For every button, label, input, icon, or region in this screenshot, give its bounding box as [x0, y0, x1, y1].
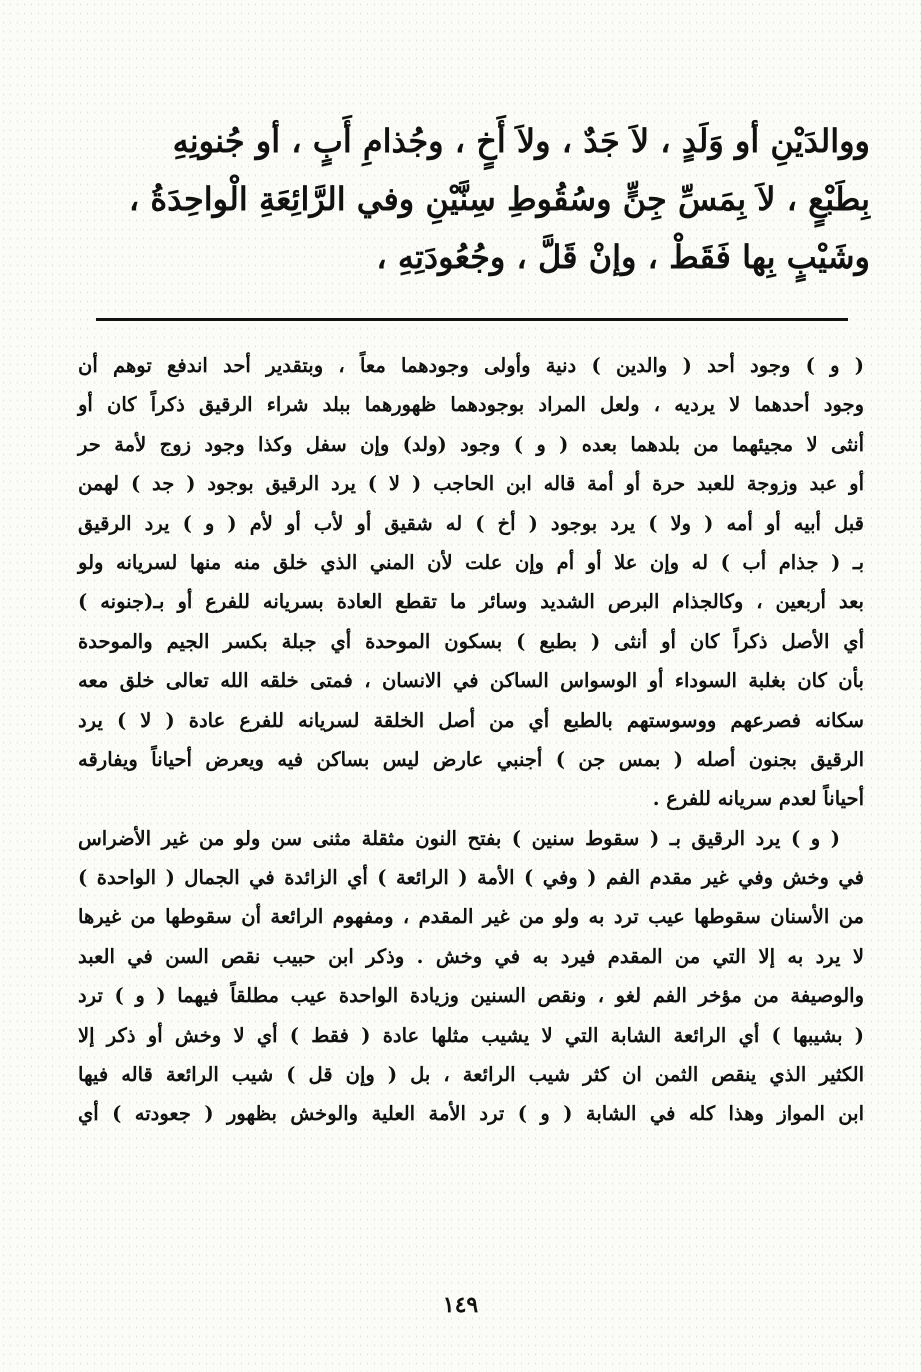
matn-line: ووالدَيْنِ أو وَلَدٍ ، لاَ جَدٌ ، ولاَ أَخٍ ، وجُذامِ أَبٍ ، أو جُنونِهِ — [172, 122, 870, 160]
sharh-line: ( و ) وجود أحد ( والدين ) دنية وأولى وجودهما معاً ، وبتقدير أحد اندفع توهم أن — [78, 354, 864, 377]
sharh-line: ( بشيبها ) أي الرائعة الشابة التي لا يشيب مثلها عادة ( فقط ) أي لا وخش أو ذكر إلا — [78, 1023, 864, 1047]
sharh-line: الكثير الذي ينقص الثمن ان كثر شيب الرائعة ، بل ( وإن قل ) شيب الرائعة قاله فيها — [78, 1063, 864, 1087]
matn-line: بِطَبْعٍ ، لاَ بِمَسِّ جِنٍّ وسُقُوطِ سِنَّيْنِ وفي الرَّائِعَةِ الْواحِدَةُ ، — [128, 180, 870, 218]
matn-line: وشَيْبٍ بِها فَقَطْ ، وإنْ قَلَّ ، وجُعُودَتِهِ ، — [376, 238, 870, 276]
sharh-line: وجود أحدهما لا يرديه ، ولعل المراد بوجودهما ظهورهما ببلد شراء الرقيق ذكراً كان أو — [78, 393, 864, 417]
sharh-line: ابن المواز وهذا كله في الشابة ( و ) ترد الأمة العلية والوخش بظهور ( جعودته ) أي — [78, 1102, 864, 1126]
sharh-line: الرقيق بجنون أصله ( بمس جن ) أجنبي عارض ليس بساكن فيه ويعرض أحياناً ويفارقه — [78, 747, 864, 771]
sharh-line: بعد أربعين ، وكالجذام البرص الشديد وسائر ما تقطع العادة بسريانه للفرع أو بـ(جنونه ) — [78, 590, 864, 614]
sharh-line: أو عبد وزوجة للعبد حرة أو أمة قاله ابن الحاجب ( لا ) يرد الرقيق بوجود ( جد ) لهمن — [78, 472, 864, 496]
sharh-line: أحياناً لعدم سريانه للفرع . — [652, 787, 864, 811]
sharh-line: والوصيفة من مؤخر الفم لغو ، ونقص السنين وزيادة الواحدة عيب مطلقاً فيهما ( و ) ترد — [78, 984, 864, 1008]
sharh-line: بأن كان بغلبة السوداء أو الوسواس الساكن في الانسان ، فمتى خلقه الله تعالى خلق معه — [78, 669, 864, 693]
sharh-line: في وخش وفي غير مقدم الفم ( وفي ) الأمة ( الرائعة ) أي الزائدة في الجمال ( الواحدة ) — [78, 866, 864, 890]
matn-text-block — [128, 112, 870, 286]
sharh-line: سكانه فصرعهم ووسوستهم بالطبع أي من أصل الخلقة لسريانه للفرع عادة ( لا ) يرد — [78, 708, 864, 732]
separator-rule — [96, 318, 848, 321]
sharh-line: بـ ( جذام أب ) له وإن علا أو أم وإن علت لأن المني الذي خلق منه منها لسريانه ولو — [78, 550, 864, 574]
sharh-line: أي الأصل ذكراً كان أو أنثى ( بطبع ) بسكون الموحدة أي جبلة بكسر الجيم والموحدة — [78, 629, 864, 653]
page-number: ١٤٩ — [442, 1292, 479, 1318]
sharh-line: أنثى لا مجيئهما من بلدهما بعده ( و ) وجود (ولد) وإن سفل وكذا وجود زوج لأمة حر — [78, 432, 864, 456]
sharh-line: قبل أبيه أو أمه ( ولا ) يرد بوجود ( أخ ) له شقيق أو لأب أو لأم ( و ) يرد الرقيق — [78, 511, 864, 535]
sharh-line: لا يرد به إلا التي من المقدم فيرد به في وخش . وذكر ابن حبيب نقص السن في العبد — [78, 944, 864, 968]
sharh-line: ( و ) يرد الرقيق بـ ( سقوط سنين ) بفتح النون مثقلة مثنى سن ولو من غير الأضراس — [78, 826, 840, 850]
sharh-line: من الأسنان سقوطها عيب ترد به ولو من غير المقدم ، ومفهوم الرائعة أن سقوطها من غيرها — [78, 905, 864, 929]
sharh-text-block — [78, 346, 864, 1134]
